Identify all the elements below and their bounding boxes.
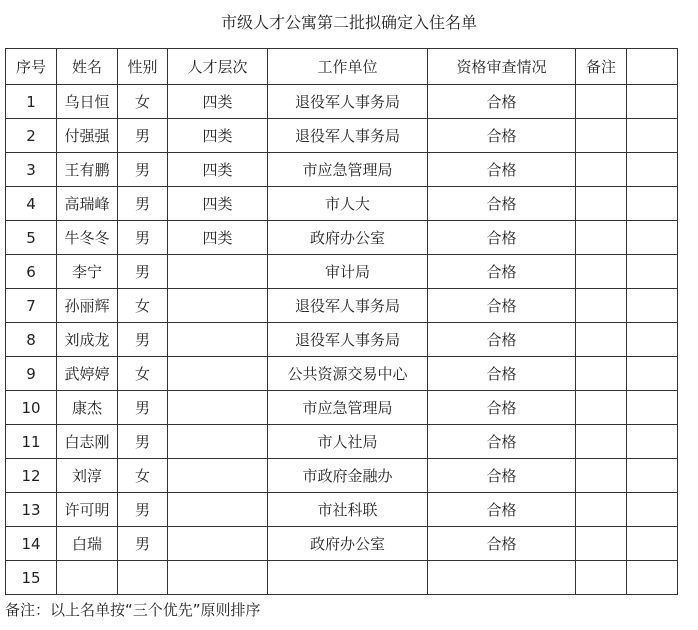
cell-name: 付强强 <box>57 119 118 153</box>
cell-unit: 审计局 <box>268 255 428 289</box>
cell-no: 6 <box>6 255 57 289</box>
cell-name: 许可明 <box>57 493 118 527</box>
cell-remark <box>576 391 627 425</box>
cell-extra <box>627 153 678 187</box>
table-row <box>6 323 678 357</box>
cell-remark <box>576 357 627 391</box>
cell-name: 李宁 <box>57 255 118 289</box>
cell-level <box>168 357 268 391</box>
cell-gender: 女 <box>118 357 168 391</box>
header-extra <box>627 49 678 85</box>
cell-remark <box>576 527 627 561</box>
cell-unit: 政府办公室 <box>268 221 428 255</box>
cell-no: 11 <box>6 425 57 459</box>
table-row <box>6 255 678 289</box>
cell-extra <box>627 459 678 493</box>
cell-unit: 退役军人事务局 <box>268 323 428 357</box>
cell-name: 康杰 <box>57 391 118 425</box>
cell-review: 合格 <box>428 459 576 493</box>
cell-level <box>168 391 268 425</box>
cell-unit: 市应急管理局 <box>268 391 428 425</box>
cell-name: 高瑞峰 <box>57 187 118 221</box>
header-review: 资格审查情况 <box>428 49 576 85</box>
cell-no: 13 <box>6 493 57 527</box>
cell-level: 四类 <box>168 153 268 187</box>
cell-unit: 市人大 <box>268 187 428 221</box>
cell-review: 合格 <box>428 221 576 255</box>
cell-no: 8 <box>6 323 57 357</box>
cell-no: 3 <box>6 153 57 187</box>
cell-no: 10 <box>6 391 57 425</box>
table-row <box>6 527 678 561</box>
table-row <box>6 221 678 255</box>
cell-level <box>168 323 268 357</box>
table-body <box>6 85 678 595</box>
cell-remark <box>576 289 627 323</box>
cell-remark <box>576 119 627 153</box>
cell-no: 2 <box>6 119 57 153</box>
cell-review: 合格 <box>428 85 576 119</box>
cell-extra <box>627 425 678 459</box>
cell-extra <box>627 221 678 255</box>
cell-name: 王有鹏 <box>57 153 118 187</box>
footnote: 备注：以上名单按“三个优先”原则排序 <box>5 601 261 619</box>
header-level: 人才层次 <box>168 49 268 85</box>
cell-review: 合格 <box>428 153 576 187</box>
cell-unit: 市应急管理局 <box>268 153 428 187</box>
cell-gender: 男 <box>118 187 168 221</box>
cell-level: 四类 <box>168 187 268 221</box>
cell-gender: 男 <box>118 527 168 561</box>
cell-gender: 女 <box>118 459 168 493</box>
cell-name <box>57 561 118 595</box>
cell-review <box>428 561 576 595</box>
cell-gender: 男 <box>118 119 168 153</box>
cell-gender: 男 <box>118 153 168 187</box>
cell-extra <box>627 187 678 221</box>
cell-review: 合格 <box>428 527 576 561</box>
cell-extra <box>627 493 678 527</box>
cell-level: 四类 <box>168 119 268 153</box>
cell-remark <box>576 255 627 289</box>
cell-review: 合格 <box>428 255 576 289</box>
cell-no: 7 <box>6 289 57 323</box>
table-row <box>6 119 678 153</box>
cell-review: 合格 <box>428 289 576 323</box>
cell-extra <box>627 85 678 119</box>
table-header-row <box>6 49 678 85</box>
cell-unit: 公共资源交易中心 <box>268 357 428 391</box>
cell-no: 1 <box>6 85 57 119</box>
cell-review: 合格 <box>428 493 576 527</box>
header-remark: 备注 <box>576 49 627 85</box>
cell-extra <box>627 289 678 323</box>
cell-no: 5 <box>6 221 57 255</box>
cell-level: 四类 <box>168 85 268 119</box>
cell-name: 乌日恒 <box>57 85 118 119</box>
cell-extra <box>627 323 678 357</box>
cell-no: 14 <box>6 527 57 561</box>
cell-review: 合格 <box>428 425 576 459</box>
table-row <box>6 187 678 221</box>
cell-level <box>168 493 268 527</box>
cell-no: 15 <box>6 561 57 595</box>
cell-level <box>168 527 268 561</box>
cell-unit: 政府办公室 <box>268 527 428 561</box>
cell-gender: 男 <box>118 221 168 255</box>
cell-review: 合格 <box>428 187 576 221</box>
document-title: 市级人才公寓第二批拟确定入住名单 <box>220 13 477 32</box>
cell-level <box>168 425 268 459</box>
table-row <box>6 289 678 323</box>
cell-remark <box>576 153 627 187</box>
cell-name: 白瑞 <box>57 527 118 561</box>
cell-extra <box>627 527 678 561</box>
cell-no: 4 <box>6 187 57 221</box>
roster-table <box>5 48 678 595</box>
cell-level <box>168 459 268 493</box>
cell-no: 12 <box>6 459 57 493</box>
cell-gender <box>118 561 168 595</box>
table-row <box>6 85 678 119</box>
cell-extra <box>627 561 678 595</box>
header-gender: 性别 <box>118 49 168 85</box>
cell-remark <box>576 425 627 459</box>
cell-unit: 市社科联 <box>268 493 428 527</box>
cell-review: 合格 <box>428 323 576 357</box>
cell-gender: 男 <box>118 391 168 425</box>
table-row <box>6 153 678 187</box>
cell-unit: 退役军人事务局 <box>268 119 428 153</box>
cell-name: 武婷婷 <box>57 357 118 391</box>
cell-level <box>168 255 268 289</box>
cell-unit: 市人社局 <box>268 425 428 459</box>
table-row <box>6 391 678 425</box>
cell-gender: 男 <box>118 493 168 527</box>
cell-level: 四类 <box>168 221 268 255</box>
cell-remark <box>576 221 627 255</box>
cell-unit <box>268 561 428 595</box>
cell-gender: 男 <box>118 425 168 459</box>
cell-remark <box>576 459 627 493</box>
cell-level <box>168 289 268 323</box>
cell-extra <box>627 357 678 391</box>
cell-unit: 退役军人事务局 <box>268 289 428 323</box>
cell-extra <box>627 255 678 289</box>
table-row <box>6 493 678 527</box>
cell-review: 合格 <box>428 391 576 425</box>
cell-remark <box>576 493 627 527</box>
cell-name: 刘成龙 <box>57 323 118 357</box>
cell-extra <box>627 391 678 425</box>
cell-level <box>168 561 268 595</box>
cell-gender: 男 <box>118 323 168 357</box>
cell-gender: 男 <box>118 255 168 289</box>
cell-unit: 市政府金融办 <box>268 459 428 493</box>
cell-name: 白志刚 <box>57 425 118 459</box>
cell-no: 9 <box>6 357 57 391</box>
cell-gender: 女 <box>118 289 168 323</box>
cell-extra <box>627 119 678 153</box>
table-row <box>6 357 678 391</box>
cell-review: 合格 <box>428 357 576 391</box>
cell-unit: 退役军人事务局 <box>268 85 428 119</box>
header-no: 序号 <box>6 49 57 85</box>
table-row <box>6 459 678 493</box>
cell-gender: 女 <box>118 85 168 119</box>
header-unit: 工作单位 <box>268 49 428 85</box>
cell-name: 牛冬冬 <box>57 221 118 255</box>
cell-review: 合格 <box>428 119 576 153</box>
cell-remark <box>576 561 627 595</box>
cell-name: 孙丽辉 <box>57 289 118 323</box>
cell-name: 刘淳 <box>57 459 118 493</box>
cell-remark <box>576 187 627 221</box>
header-name: 姓名 <box>57 49 118 85</box>
table-row <box>6 561 678 595</box>
cell-remark <box>576 323 627 357</box>
table-row <box>6 425 678 459</box>
cell-remark <box>576 85 627 119</box>
